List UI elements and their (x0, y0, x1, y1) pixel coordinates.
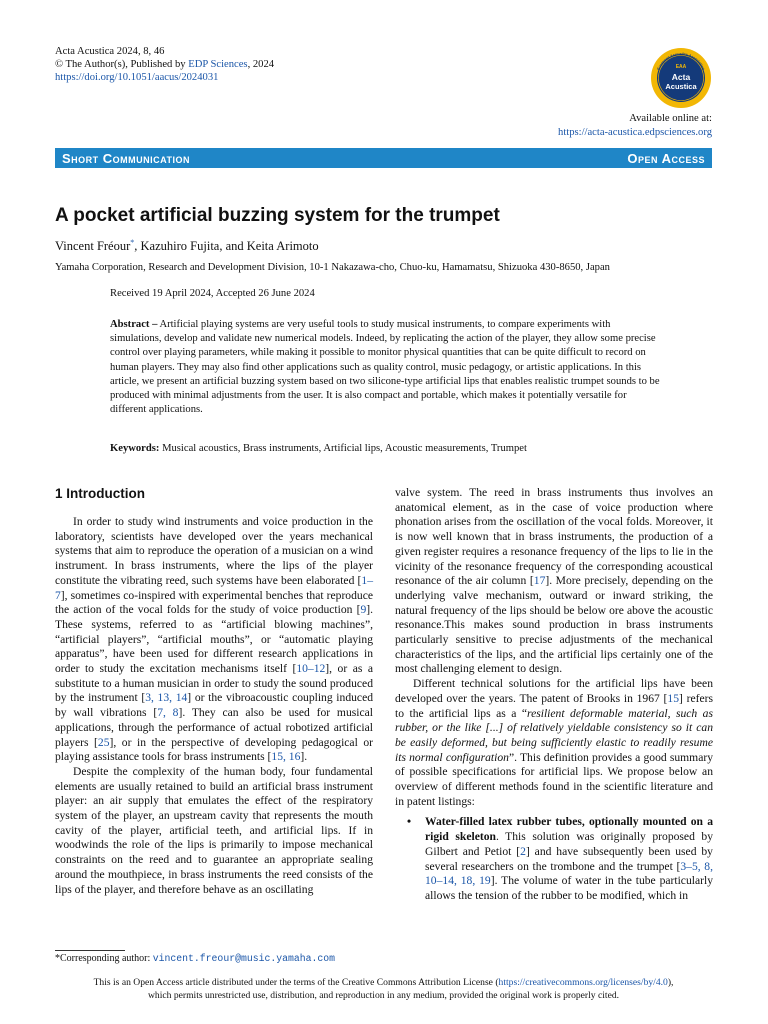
author-others: , Kazuhiro Fujita, and Keita Arimoto (134, 239, 319, 254)
abstract (110, 318, 663, 417)
intro-paragraph-1: In order to study wind instruments and voice production in the laboratory, scientists have developed over the years mechanical systems that aim to reproduce the operation of a musician on a wind instrument. In brass instruments, where the lips of the player constitute the vibrating reed, such systems have been elaborated [1–7], sometimes co-inspired with experimental benches that reproduce the action of the vocal folds for the study of voice production [9]. These systems, referred to as “artificial blowing machines”, “artificial players”, “artificial mouths”, or “automatic playing apparatus”, have been used for different research applications in order to study the excitation mechanisms itself [10–12], or as a substitute to a human musician in order to study the sound produced by the instrument [3, 13, 14] or the vibroacoustic coupling induced by wall vibrations [7, 8]. They can also be used for musical applications, through the performance of actual robotized artificial players [25], or in the perspective of developing pedagogical or playing assistance tools for brass instruments [15, 16]. (55, 515, 374, 764)
corresponding-author-footnote (55, 953, 335, 964)
citation-link[interactable]: 7, 8 (157, 706, 179, 720)
author-first: Vincent Fréour (55, 239, 131, 254)
journal-citation: Acta Acustica 2024, 8, 46 (55, 46, 165, 57)
corresponding-mark[interactable]: * (130, 238, 135, 247)
license-notice (55, 976, 712, 1002)
article-type: Short Communication (62, 151, 190, 166)
left-column (55, 515, 373, 897)
open-access-text: Open Access (627, 151, 705, 166)
bullet-icon: • (407, 815, 412, 829)
citation-link[interactable]: 25 (97, 735, 110, 749)
available-online (558, 112, 712, 140)
eaa-seal-logo (650, 47, 712, 109)
publisher-link[interactable]: EDP Sciences (188, 59, 248, 70)
badge-ring-text: European Acoustics Association (656, 51, 706, 71)
section-heading: 1 Introduction (55, 486, 145, 501)
license-link[interactable]: https://creativecommons.org/licenses/by/4.0 (498, 977, 668, 988)
citation-link[interactable]: 9 (360, 603, 367, 617)
open-access-label (627, 151, 705, 166)
copyright-prefix: © The Author(s), Published by (55, 59, 189, 70)
citation-link[interactable]: 3, 13, 14 (145, 691, 188, 705)
citation-link[interactable]: 15, 16 (271, 750, 301, 764)
badge-name-line2: Acustica (665, 82, 697, 91)
journal-site-link[interactable]: https://acta-acustica.edpsciences.org (558, 127, 712, 138)
badge-top: EAA (675, 64, 687, 70)
article-title: A pocket artificial buzzing system for the trumpet (55, 205, 500, 226)
intro-paragraph-2: Despite the complexity of the human body, four fundamental elements are usually retained to build an artificial brass instrument player: an air supply that emulates the effect of the respiratory system of the player, an upstream cavity that represents the mouth cavity of the player, artificial teeth, and artificial lips. If in woodwinds the role of the lips is primarily to impose mechanical constraints on the reed and to guarantee an appropriate sealing around the mouthpiece, in brass instruments the reed consists of the lips of the player, and therefore behave as an oscillating (55, 764, 373, 896)
intro-paragraph-4: Different technical solutions for the artificial lips have been developed over the years. The patent of Brooks in 1967 [15] refers to the artificial lips as a “resilient deformable material, such as rubber, or the like [...] of relatively yieldable consistency so it can be easily deformed, but being sufficiently elastic to readily resume its normal configuration”. This definition provides a good summary of possible specifications for artificial lips. We propose below an overview of different methods found in the scientific literature and in patent listings: (395, 677, 714, 808)
license-line-2: which permits unrestricted use, distribution, and reproduction in any medium, provided the original work is properly cited. (147, 990, 620, 1001)
doi-link[interactable]: https://doi.org/10.1051/aacus/2024031 (55, 72, 219, 83)
intro-paragraph-3: valve system. The reed in brass instruments thus involves an anatomical element, as in the case of voice production where phonation arises from the oscillation of the vocal folds. Moreover, it is now well known that in brass instruments, the production of a given register requires a resonance frequency of the lips to lie in the vicinity of the resonance frequency of the corresponding acoustical resonance of the air column [17]. More precisely, depending on the underlying valve mechanism, outward or inward striking, the natural frequency of the lips should be below ore above the acoustic resonance.This makes sound production in brass instruments particularly sensitive to precise adjustments of the mechanical characteristics of the lips, and the artificial lips certainly one of the most challenging element to design. (395, 486, 713, 676)
citation-link[interactable]: 3–5, 8, 10–14, 18, 19 (425, 859, 713, 888)
citation-link[interactable]: 17 (533, 574, 546, 588)
keywords-label: Keywords: (110, 443, 160, 454)
received-dates: Received 19 April 2024, Accepted 26 June 2024 (110, 288, 315, 299)
license-line-1: This is an Open Access article distributed under the terms of the Creative Commons Attribution License (https://creativecommons.org/licenses/by/4.0), (93, 977, 674, 988)
citation-link[interactable]: 2 (520, 844, 526, 858)
keywords-text: Musical acoustics, Brass instruments, Artificial lips, Acoustic measurements, Trumpet (159, 443, 527, 454)
list-item: • Water-filled latex rubber tubes, optionally mounted on a rigid skeleton. This solution was originally proposed by Gilbert and Petiot [2] and have subsequently been used by several researchers on the trombone and the trumpet [3–5, 8, 10–14, 18, 19]. The volume of water in the tube particularly allows the tension of the rubber to be modified, which in (407, 815, 714, 902)
bullet-heading: Water-filled latex rubber tubes, optionally mounted on a rigid skeleton (425, 815, 713, 844)
abstract-text: Artificial playing systems are very useful tools to study musical instruments, to compare experiments with simulations, develop and validate new numerical models. Indeed, by replicating the action of the player, they allow some precise control over playing parameters, while making it possible to monitor physical quantities that can be quite difficult to record on human players. They may also find other applications such as quality control, music pedagogy, or artistic applications. In this article, we present an artificial buzzing system based on two silicone-type artificial lips that enables realistic trumpet sounds to be produced with minimal adjustments from the user. It is also compact and portable, which makes it potentially versatile for different applications. (110, 319, 660, 416)
affiliation: Yamaha Corporation, Research and Development Division, 10-1 Nakazawa-cho, Chuo-ku, Hamamatsu, Shizuoka 430-8650, Japan (55, 262, 610, 273)
citation-link[interactable]: 1–7 (55, 573, 373, 602)
author-email-link[interactable]: vincent.freour@music.yamaha.com (152, 953, 336, 964)
right-column (395, 486, 713, 904)
citation-link[interactable]: 10–12 (296, 662, 326, 676)
available-label: Available online at: (629, 113, 712, 124)
footnote-divider (55, 950, 125, 951)
article-type-banner (55, 148, 712, 168)
abstract-label: Abstract – (110, 319, 158, 330)
author-list (55, 238, 319, 254)
copyright-line (55, 58, 274, 72)
footnote-label: *Corresponding author: (55, 953, 153, 964)
patent-quote: resilient deformable material, such as rubber, or the like [...] of relatively yieldable consistency so it can be easily deformed, but being sufficiently elastic to readily resume its normal configuration (395, 706, 713, 764)
copyright-suffix: , 2024 (247, 59, 275, 70)
citation-link[interactable]: 15 (667, 691, 680, 705)
badge-name-line1: Acta (671, 72, 691, 82)
keywords (110, 443, 527, 454)
